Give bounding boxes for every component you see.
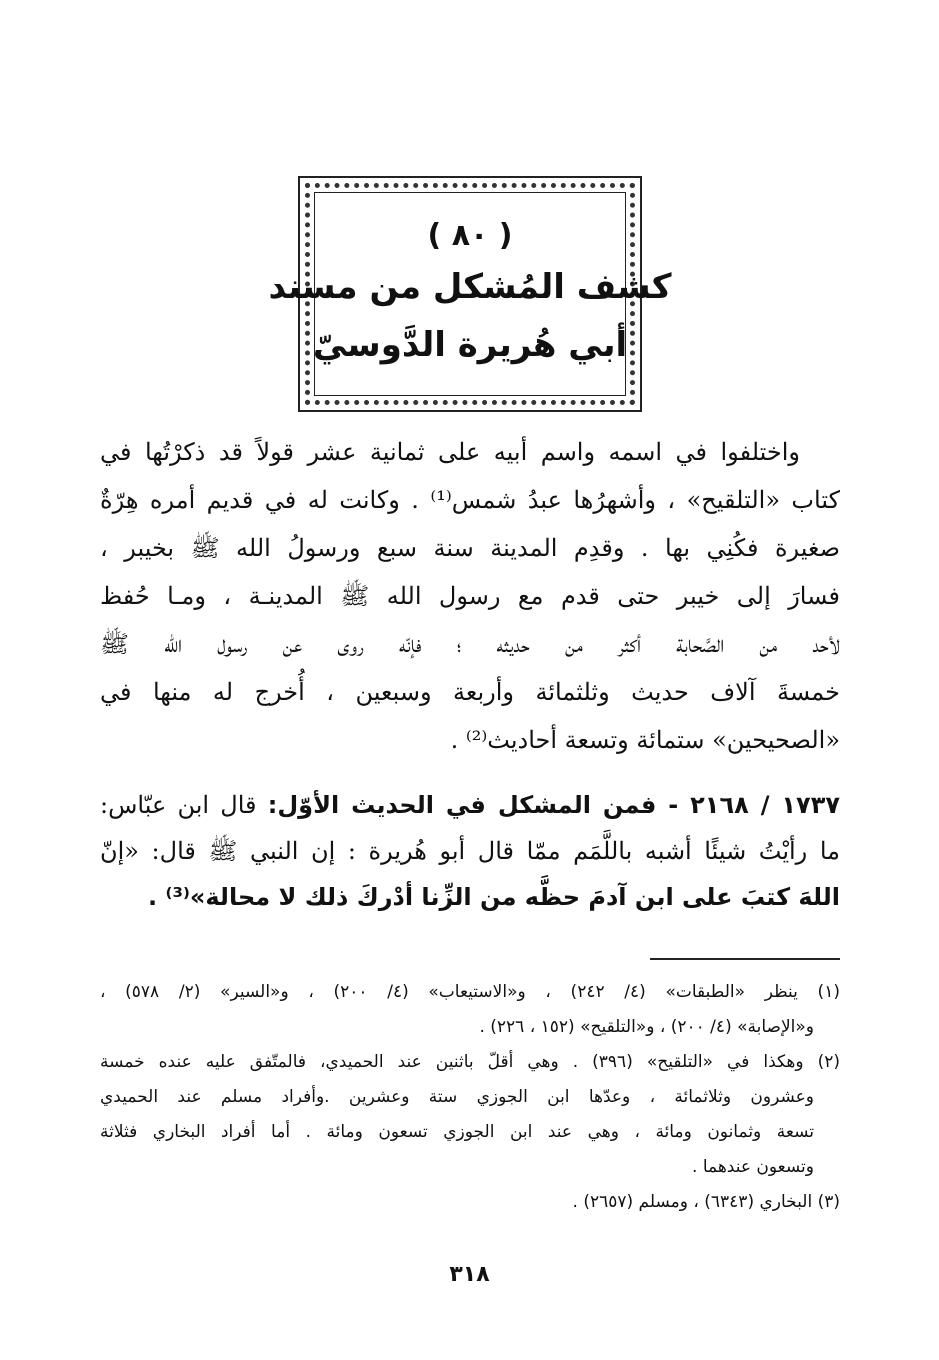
hadith-line-1 [100,782,840,828]
footnote-2-line: وعشرون وثلاثمائة ، وعدّها ابن الجوزي ستة وعشرين .وأفراد مسلم عند الحميدي [100,1087,814,1107]
hadith-paragraph [100,782,840,920]
chapter-title-line-2: أبي هُريرة الدَّوسيّ [312,325,628,365]
footnote-2-line: تسعة وثمانون ومائة ، وهي عند ابن الجوزي تسعون ومائة . أما أفراد البخاري فثلاثة [100,1122,814,1142]
intro-line: «الصحيحين» ستمائة وتسعة أحاديث⁽²⁾ . [450,726,840,754]
footnotes [100,975,840,1220]
intro-line: صغيرة فكُنِي بها . وقدِم المدينة سنة سبع ورسولُ الله ﷺ بخيبر ، [100,534,840,562]
intro-paragraph [100,428,840,764]
chapter-title-box [268,176,672,412]
title-content [268,192,672,396]
footnote-separator [650,958,840,960]
chapter-number: ( ٨٠ ) [427,218,513,253]
intro-line: لأحد من الصَّحابة أكثر من حديثه ؛ فإنّه روى عن رسول الله ﷺ [100,630,840,658]
hadith-line-2: ما رأيْتُ شيئًا أشبه باللَّمَم ممّا قال أبو هُريرة : إن النبي ﷺ قال: «إنّ [100,837,840,865]
title-dotted-border [268,183,672,405]
intro-line: فسارَ إلى خيبر حتى قدم مع رسول الله ﷺ المدينـة ، ومـا حُفظ [100,582,840,610]
intro-line: خمسةَ آلاف حديث وثلثمائة وأربعة وسبعين ، أُخرج له منها في [100,678,840,706]
footnote-3-line: (٣) البخاري (٦٣٤٣) ، ومسلم (٢٦٥٧) . [572,1192,840,1212]
chapter-title-line-1: كشف المُشكل من مسند [268,267,672,307]
footnote-1-line: و«الإصابة» (٤/ ٢٠٠) ، و«التلقيح» (١٥٢ ، ٢٢٦) . [479,1017,814,1037]
intro-line: كتاب «التلقيح» ، وأشهرُها عبدُ شمس⁽¹⁾ . وكانت له في قديم أمره هِرّةٌ [100,486,840,514]
hadith-line-3: اللهَ كتبَ على ابن آدمَ حظَّه من الزِّنا أدْركَ ذلك لا محالة»⁽³⁾ . [148,883,840,911]
hadith-line-1-rest: قال ابن عبّاس: [100,791,257,819]
footnote-1-line: (١) ينظر «الطبقات» (٤/ ٢٤٢) ، و«الاستيعاب» (٤/ ٢٠٠) ، و«السير» (٢/ ٥٧٨) ، [100,982,840,1002]
footnote-2-line: (٢) وهكذا في «التلقيح» (٣٩٦) . وهي أقلّ باثنين عند الحميدي، فالمتّفق عليه عنده خمسة [100,1052,840,1072]
page-number: ٣١٨ [449,1262,490,1287]
hadith-number-label: ١٧٣٧ / ٢١٦٨ - فمن المشكل في الحديث الأوّل: [267,791,840,819]
footnote-2-line: وتسعون عندهما . [692,1157,814,1177]
intro-line: واختلفوا في اسمه واسم أبيه على ثمانية عشر قولاً قد ذكرْتُها في [100,438,800,466]
